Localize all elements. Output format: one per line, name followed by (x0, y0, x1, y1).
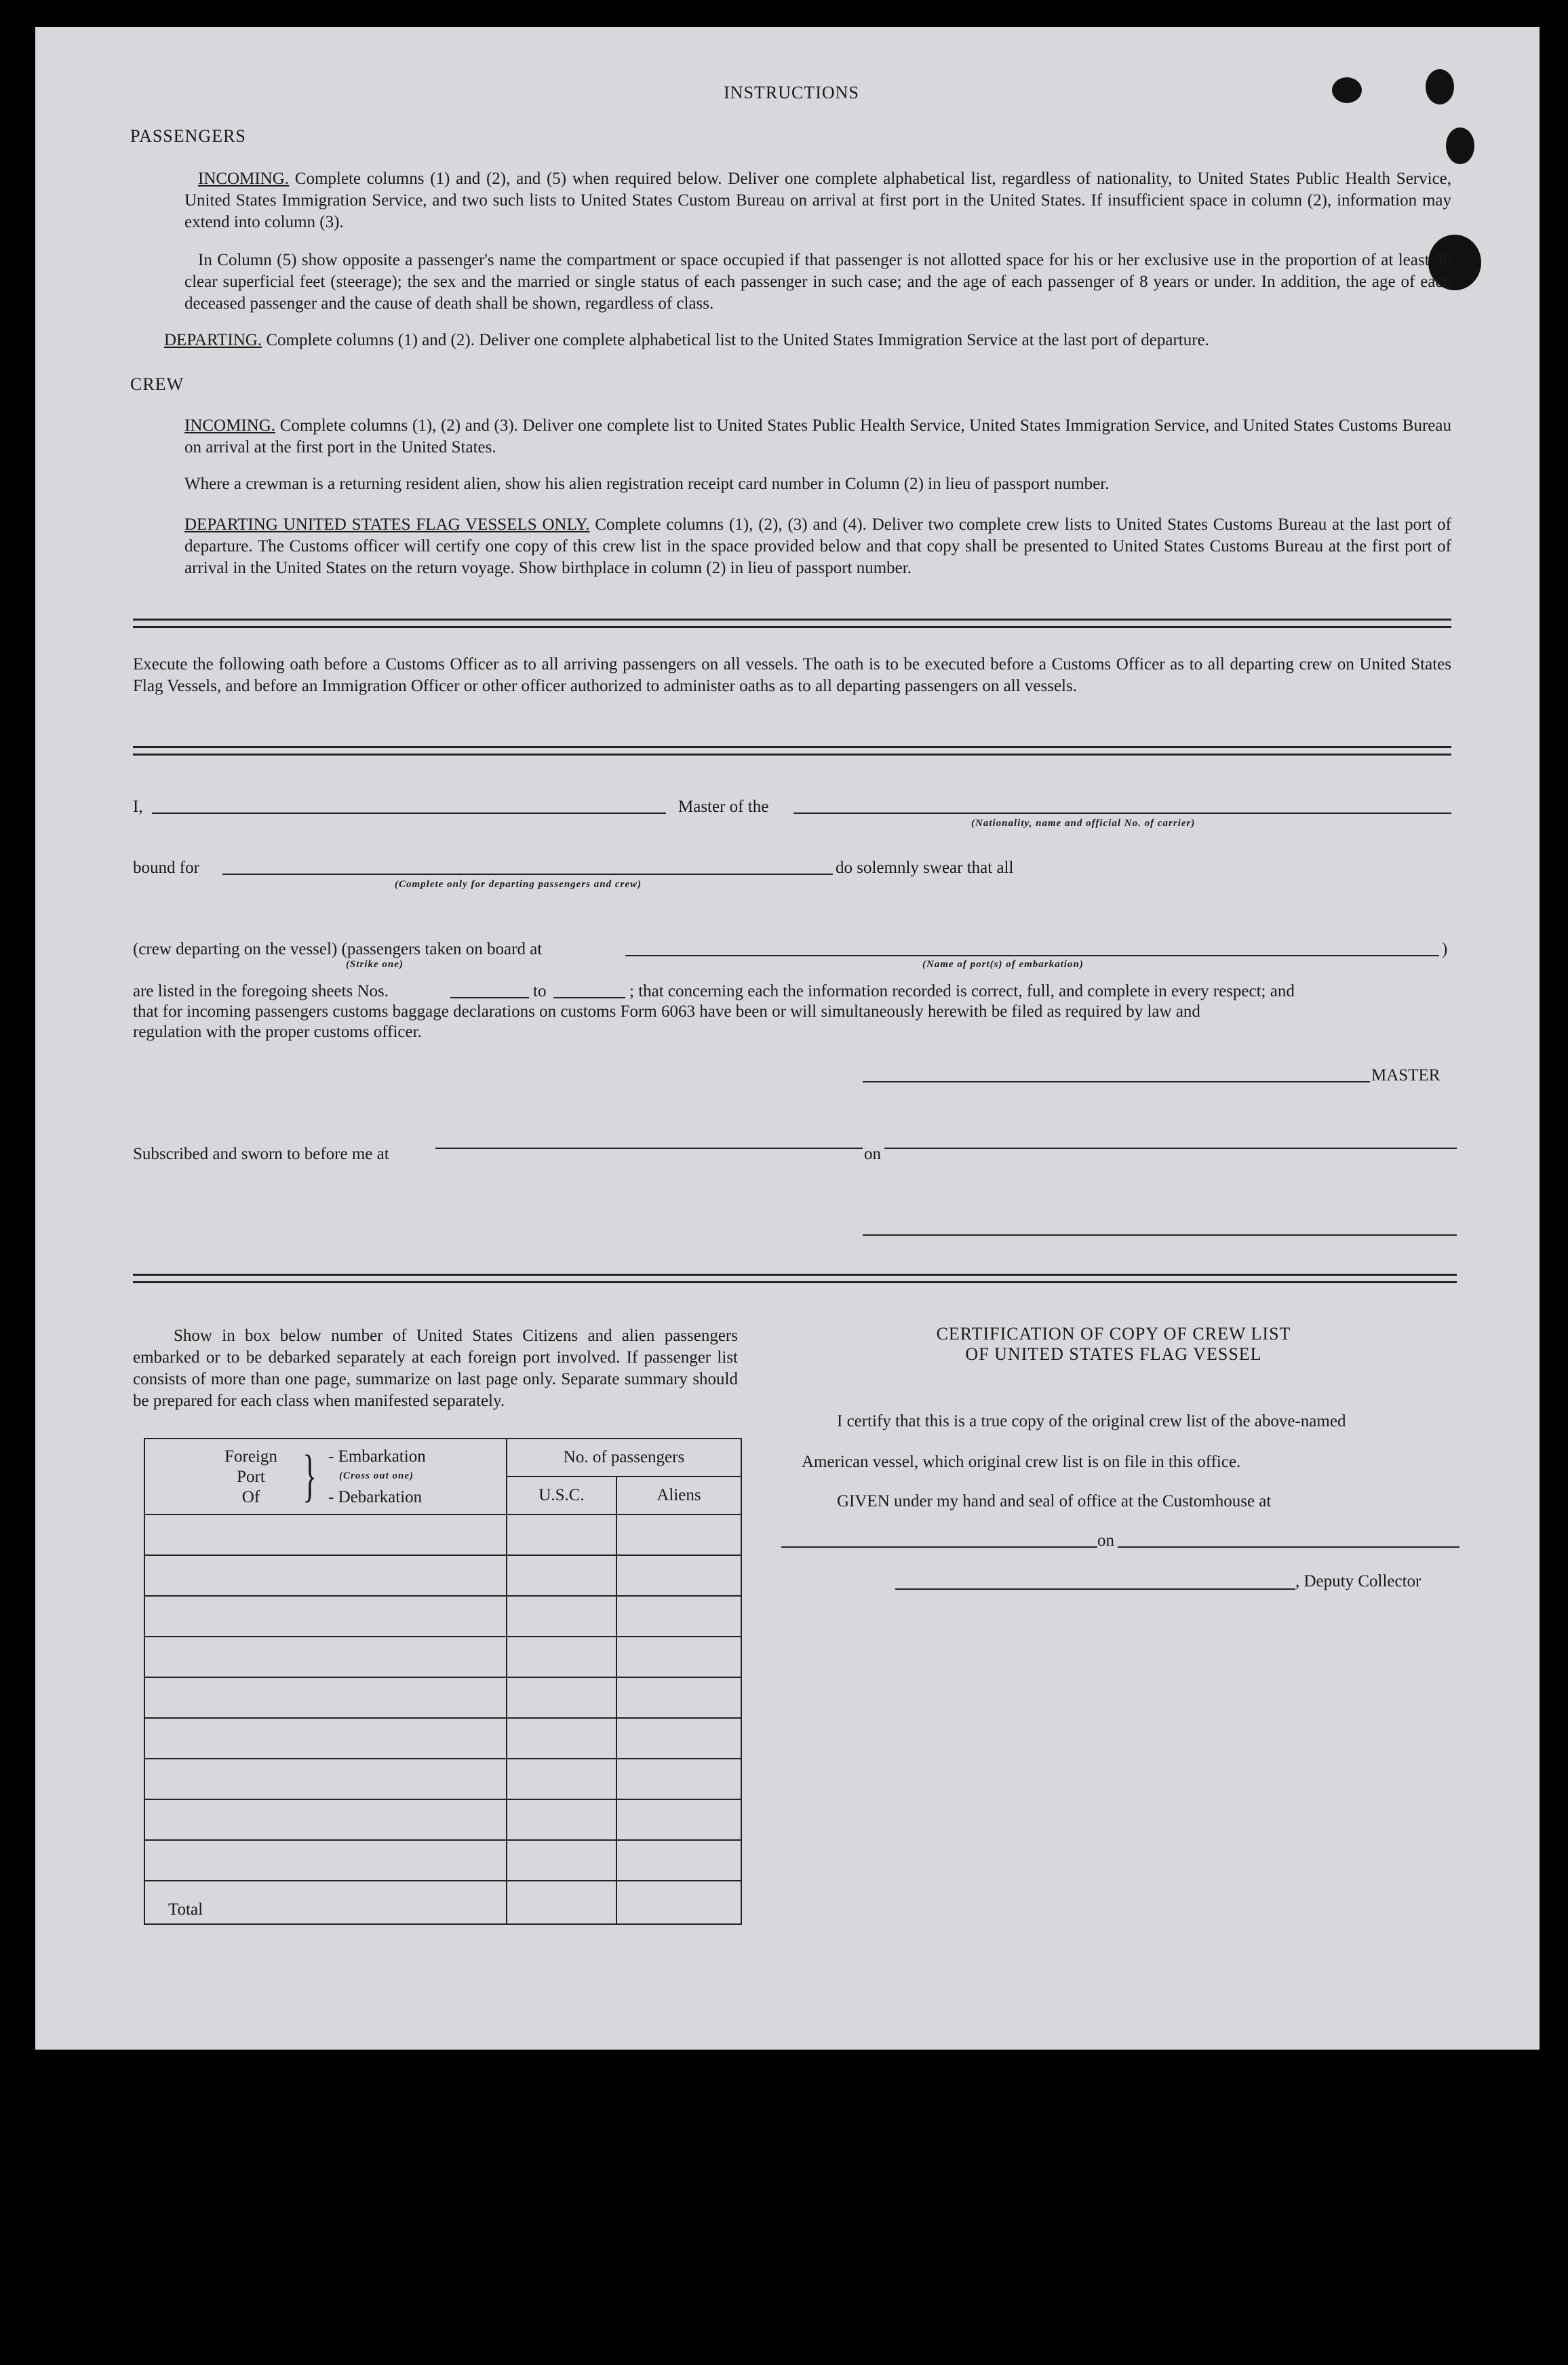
deputy-collector-label: , Deputy Collector (1295, 1572, 1422, 1590)
oath-i-label: I, (133, 798, 143, 816)
debarkation-label: - Debarkation (328, 1488, 423, 1506)
usc-cell[interactable] (507, 1514, 616, 1555)
bound-for-label: bound for (133, 859, 199, 877)
foreign-label: Foreign (224, 1447, 277, 1466)
scan-blot (1446, 128, 1474, 164)
port-cell[interactable] (144, 1840, 507, 1881)
crew-departing-paragraph (184, 514, 1451, 579)
summary-instructions: Show in box below number of United States Citizens and alien passengers embarked or to be debarked separately at each foreign port involved. If passenger list consists of more than one page, summarize on last page only. Separate summary should be prepared for each class when manifested separately. (133, 1327, 738, 1410)
passengers-incoming-text: Complete columns (1) and (2), and (5) when required below. Deliver one complete alphabetical list, regardless of nationality, to United States Public Health Service, United States Immigration Service, and two such lists to United States Custom Bureau on arrival at first port in the United States. If insufficient space in column (2), information may extend into column (3). (184, 170, 1452, 231)
cross-out-note: (Cross out one) (339, 1470, 414, 1481)
usc-cell[interactable] (507, 1718, 616, 1759)
brace-icon: } (302, 1443, 317, 1508)
passenger-summary-table (144, 1438, 742, 1925)
port-cell[interactable] (144, 1759, 507, 1799)
customhouse-field[interactable] (781, 1546, 1097, 1548)
usc-header: U.S.C. (507, 1477, 616, 1514)
usc-cell[interactable] (507, 1596, 616, 1637)
aliens-cell[interactable] (616, 1718, 741, 1759)
complete-only-note: (Complete only for departing passengers and crew) (395, 879, 642, 890)
certification-title-line1: CERTIFICATION OF COPY OF CREW LIST (936, 1324, 1291, 1344)
listed-line2: that for incoming passengers customs baggage declarations on customs Form 6063 have been or will simultaneously herewith be filed as required by law and (133, 1002, 1200, 1021)
passengers-incoming-label: INCOMING. (198, 170, 290, 188)
sworn-place-field[interactable] (435, 1148, 863, 1149)
section-divider (133, 619, 1451, 628)
aliens-header: Aliens (616, 1477, 741, 1514)
embarkation-port-field[interactable] (625, 955, 1439, 956)
usc-cell[interactable] (507, 1677, 616, 1718)
master-label: MASTER (1371, 1066, 1440, 1084)
close-paren: ) (1442, 940, 1448, 958)
crew-departing-label: DEPARTING UNITED STATES FLAG VESSELS ONLY. (184, 515, 590, 534)
port-note: (Name of port(s) of embarkation) (922, 959, 1084, 970)
listed-line3: regulation with the proper customs officer. (133, 1023, 422, 1041)
aliens-cell[interactable] (616, 1514, 741, 1555)
crew-passengers-label: (crew departing on the vessel) (passengers taken on board at (133, 940, 543, 958)
port-cell[interactable] (144, 1718, 507, 1759)
port-header-cell (144, 1439, 507, 1514)
carrier-field[interactable] (793, 813, 1451, 814)
sheet-to-field[interactable] (553, 997, 625, 998)
aliens-cell[interactable] (616, 1759, 741, 1799)
certification-date-field[interactable] (1118, 1546, 1459, 1548)
port-label: Port (237, 1468, 265, 1486)
section-divider (133, 746, 1451, 756)
listed-suffix: ; that concerning each the information recorded is correct, full, and complete in every respect; and (629, 982, 1295, 1000)
master-of-label: Master of the (678, 798, 769, 816)
port-cell[interactable] (144, 1555, 507, 1596)
usc-cell[interactable] (507, 1799, 616, 1840)
crew-heading: CREW (130, 374, 184, 394)
certification-title-line2: OF UNITED STATES FLAG VESSEL (965, 1344, 1262, 1364)
swear-label: do solemnly swear that all (836, 859, 1014, 877)
officer-signature-field[interactable] (863, 1234, 1457, 1236)
passengers-departing-text: Complete columns (1) and (2). Deliver one complete alphabetical list to the United States Immigration Service at the last port of departure. (266, 331, 1209, 349)
given-text: GIVEN under my hand and seal of office at the Customhouse at (837, 1492, 1272, 1510)
crew-incoming-text: Complete columns (1), (2) and (3). Deliver one complete list to United States Public Health Service, United States Immigration Service, and United States Customs Bureau on arrival at the first port in the United States. (184, 416, 1451, 456)
port-cell[interactable] (144, 1514, 507, 1555)
nationality-note: (Nationality, name and official No. of carrier) (971, 818, 1196, 829)
sheet-from-field[interactable] (450, 997, 529, 998)
form-page (35, 27, 1540, 2050)
total-label-cell (144, 1881, 507, 1924)
crew-departing-text: Complete columns (1), (2), (3) and (4). Deliver two complete crew lists to United States Customs Bureau at the last port of departure. The Customs officer will certify one copy of this crew list in the space provided below and that copy shall be presented to United States Customs Bureau at the first port of arrival in the United States on the return voyage. Show birthplace in column (2) in lieu of passport number. (184, 515, 1451, 577)
aliens-cell[interactable] (616, 1799, 741, 1840)
section-divider (133, 1274, 1457, 1283)
oath-instructions: Execute the following oath before a Customs Officer as to all arriving passengers on all vessels. The oath is to be executed before a Customs Officer as to all departing crew on United States Flag Vessels, and before an Immigration Officer or other officer authorized to administer oaths as to all departing passengers on all vessels. (133, 655, 1451, 695)
subscribed-label: Subscribed and sworn to before me at (133, 1145, 389, 1163)
port-cell[interactable] (144, 1596, 507, 1637)
total-label: Total (168, 1900, 203, 1919)
aliens-cell[interactable] (616, 1555, 741, 1596)
instructions-title: INSTRUCTIONS (724, 83, 859, 102)
master-signature-field[interactable] (863, 1081, 1370, 1082)
sworn-date-field[interactable] (884, 1148, 1457, 1149)
usc-cell[interactable] (507, 1759, 616, 1799)
certify-line2: American vessel, which original crew list is on file in this office. (802, 1453, 1241, 1471)
crew-returning-paragraph: Where a crewman is a returning resident alien, show his alien registration receipt card number in Column (2) in lieu of passport number. (184, 475, 1110, 493)
master-name-field[interactable] (152, 813, 666, 814)
aliens-cell[interactable] (616, 1596, 741, 1637)
port-cell[interactable] (144, 1637, 507, 1677)
embarkation-label: - Embarkation (328, 1447, 426, 1466)
aliens-total-cell[interactable] (616, 1881, 741, 1924)
crew-incoming-paragraph (184, 415, 1451, 458)
deputy-collector-signature-field[interactable] (895, 1588, 1295, 1590)
sworn-on-label: on (864, 1145, 881, 1163)
passengers-heading: PASSENGERS (130, 126, 246, 146)
bound-for-field[interactable] (222, 874, 833, 875)
certify-line1: I certify that this is a true copy of the original crew list of the above-named (837, 1412, 1346, 1430)
no-of-passengers-header: No. of passengers (507, 1439, 741, 1477)
passengers-incoming-paragraph (184, 168, 1451, 233)
usc-cell[interactable] (507, 1637, 616, 1677)
passengers-column5-paragraph: In Column (5) show opposite a passenger's name the compartment or space occupied if that passenger is not allotted space for his or her exclusive use in the proportion of at least 36 clear superficial feet (steerage); the sex and the married or single status of each passenger in such case; and the age of each passenger of 8 years or under. In addition, the age of each deceased passenger and the cause of death shall be shown, regardless of class. (184, 251, 1451, 313)
passengers-departing-label: DEPARTING. (164, 331, 262, 349)
usc-total-cell[interactable] (507, 1881, 616, 1924)
certification-on-label: on (1097, 1531, 1114, 1550)
aliens-cell[interactable] (616, 1677, 741, 1718)
crew-incoming-label: INCOMING. (184, 416, 276, 435)
listed-prefix: are listed in the foregoing sheets Nos. (133, 982, 389, 1000)
of-label: Of (241, 1488, 260, 1506)
passengers-departing-paragraph (164, 330, 1466, 351)
usc-cell[interactable] (507, 1840, 616, 1881)
strike-one-note: (Strike one) (346, 959, 404, 970)
port-cell[interactable] (144, 1799, 507, 1840)
usc-cell[interactable] (507, 1555, 616, 1596)
port-cell[interactable] (144, 1677, 507, 1718)
aliens-cell[interactable] (616, 1840, 741, 1881)
to-label: to (533, 982, 547, 1000)
aliens-cell[interactable] (616, 1637, 741, 1677)
